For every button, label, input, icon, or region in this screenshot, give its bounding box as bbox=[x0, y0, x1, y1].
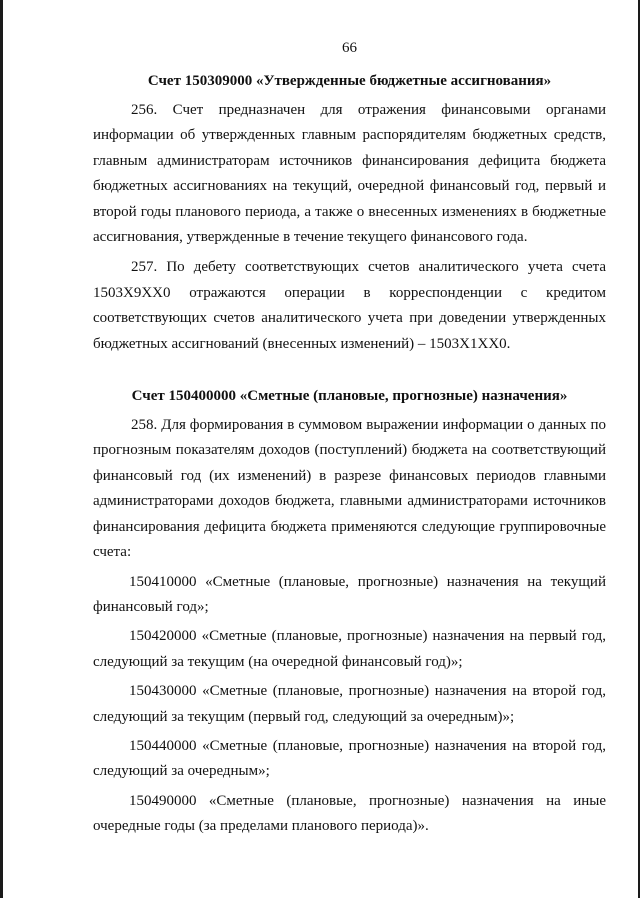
page-number: 66 bbox=[342, 40, 357, 56]
section-heading-150400000: Счет 150400000 «Сметные (плановые, прогнозные) назначения» bbox=[131, 388, 568, 405]
paragraph-258: 258. Для формирования в суммовом выражении информации о данных по прогнозным показателям доходов (поступлений) бюджета на соответствующий финансовый год (их изменений) в разрезе финансовых периодов главными администраторами доходов бюджета, главными администраторами источников финансирования дефицита бюджета применяются следующие группировочные счета: bbox=[93, 417, 606, 561]
paragraph-257: 257. По дебету соответствующих счетов аналитического учета счета 1503Х9ХХ0 отражаются операции в корреспонденции с кредитом соответствующих счетов аналитического учета при доведении утвержденных бюджетных ассигнований (внесенных изменений) – 1503Х1ХХ0. bbox=[93, 259, 606, 352]
paragraph-256: 256. Счет предназначен для отражения финансовыми органами информации об утвержденных главным распорядителям бюджетных средств, главным администраторам источников финансирования дефицита бюджета бюджетных ассигнованиях на текущий, очередной финансовый год, первый и второй годы планового периода, а также о внесенных изменениях в бюджетные ассигнования, утвержденные в течение текущего финансового года. bbox=[93, 102, 606, 246]
account-item-150430000: 150430000 «Сметные (плановые, прогнозные) назначения на второй год, следующий за текущим (первый год, следующий за очередным)»; bbox=[93, 683, 606, 725]
account-item-150410000: 150410000 «Сметные (плановые, прогнозные) назначения на текущий финансовый год»; bbox=[93, 573, 606, 615]
account-item-150490000: 150490000 «Сметные (плановые, прогнозные) назначения на иные очередные годы (за пределами планового периода)». bbox=[93, 792, 606, 835]
account-item-150420000: 150420000 «Сметные (плановые, прогнозные) назначения на первый год, следующий за текущим (на очередной финансовый год)»; bbox=[93, 628, 606, 670]
scan-border-left bbox=[0, 0, 3, 898]
account-item-150440000: 150440000 «Сметные (плановые, прогнозные) назначения на второй год, следующий за очередным»; bbox=[93, 737, 606, 780]
section-heading-150309000: Счет 150309000 «Утвержденные бюджетные ассигнования» bbox=[147, 73, 552, 89]
document-page bbox=[93, 40, 606, 840]
